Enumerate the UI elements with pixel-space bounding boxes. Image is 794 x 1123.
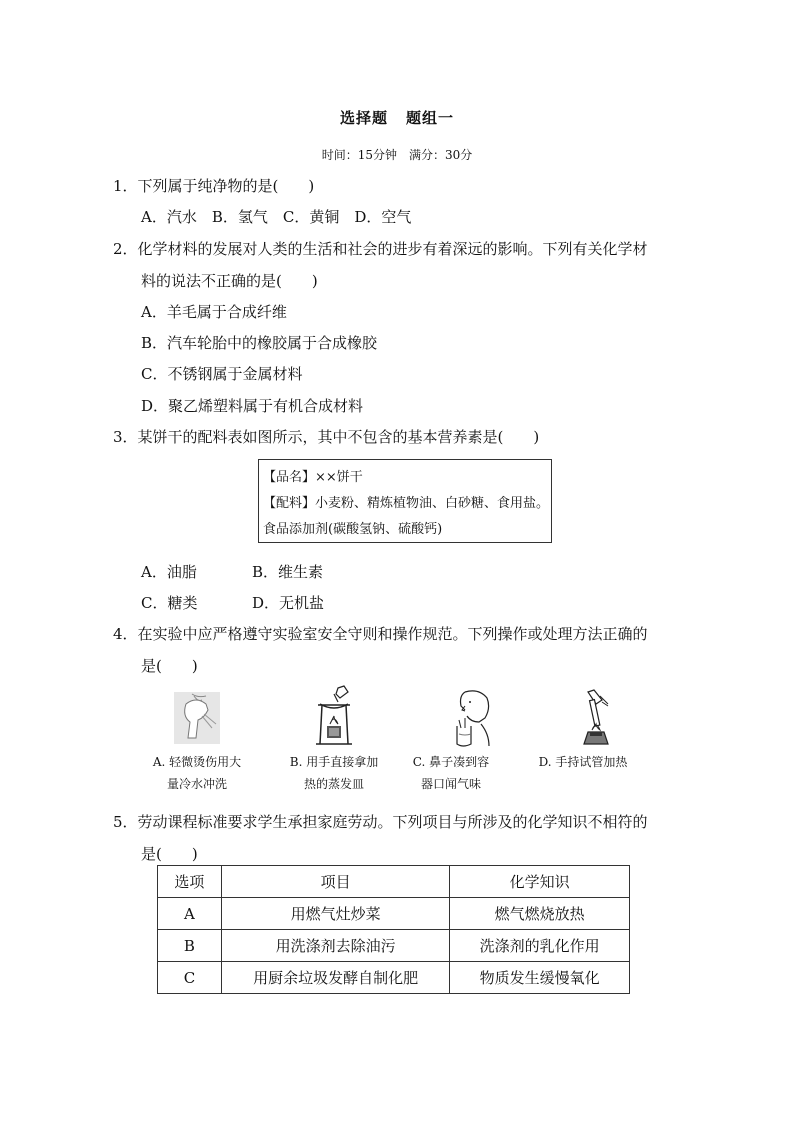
q1-stem: 1．下列属于纯净物的是( ) <box>113 177 315 195</box>
table-cell: 用洗涤剂去除油污 <box>221 930 449 962</box>
title-part2: 题组一 <box>406 109 455 127</box>
q4-caption-a-line2: 量冷水冲洗 <box>166 777 227 791</box>
q3-stem: 3．某饼干的配料表如图所示，其中不包含的基本营养素是( ) <box>113 428 540 446</box>
page-subtitle: 时间：15分钟 满分：30分 <box>321 148 473 162</box>
q4-caption-c-line1: C. 鼻子凑到容 <box>412 755 490 769</box>
q4-caption-d-line1: D. 手持试管加热 <box>538 755 628 769</box>
q4-caption-b-line1: B. 用手直接拿加 <box>289 755 379 769</box>
q4-caption-b-line2: 热的蒸发皿 <box>303 777 364 791</box>
q4-stem-line1: 4．在实验中应严格遵守实验室安全守则和操作规范。下列操作或处理方法正确的 <box>113 625 648 643</box>
table-cell: B <box>158 930 222 962</box>
table-row <box>158 930 630 962</box>
q2-option-a: A．羊毛属于合成纤维 <box>141 303 287 321</box>
burn-rinse-icon <box>172 690 222 746</box>
q4-caption-d <box>530 751 636 773</box>
q4-caption-a <box>146 751 248 795</box>
q3-option-c: C．糖类 <box>141 594 198 612</box>
table-row <box>158 962 630 994</box>
q4-caption-c <box>405 751 497 795</box>
q5-stem-line2: 是( ) <box>141 845 198 863</box>
ingredient-line-3: 食品添加剂(碳酸氢钠、硫酸钙) <box>263 522 443 537</box>
q2-option-c: C．不锈钢属于金属材料 <box>141 365 303 383</box>
test-tube-heating-icon <box>578 688 614 748</box>
table-row <box>158 898 630 930</box>
table-header-row <box>158 866 630 898</box>
q3-option-a: A．油脂 <box>141 563 197 581</box>
table-cell: 用燃气灶炒菜 <box>221 898 449 930</box>
table-header-cell: 选项 <box>158 866 222 898</box>
title-part1: 选择题 <box>339 109 388 127</box>
page-title <box>0 107 794 128</box>
q4-stem-line2: 是( ) <box>141 657 198 675</box>
q5-table <box>157 865 630 994</box>
table-cell: 物质发生缓慢氧化 <box>450 962 630 994</box>
table-cell: 燃气燃烧放热 <box>450 898 630 930</box>
evaporating-dish-icon <box>312 684 356 748</box>
q2-stem-line1: 2．化学材料的发展对人类的生活和社会的进步有着深远的影响。下列有关化学材 <box>113 240 648 258</box>
table-cell: 用厨余垃圾发酵自制化肥 <box>221 962 449 994</box>
q1-options: A．汽水 B．氢气 C．黄铜 D．空气 <box>141 208 412 226</box>
q2-option-d: D．聚乙烯塑料属于有机合成材料 <box>141 397 364 415</box>
q3-option-d: D．无机盐 <box>252 594 325 612</box>
q2-option-b: B．汽车轮胎中的橡胶属于合成橡胶 <box>141 334 378 352</box>
q4-caption-a-line1: A. 轻微烫伤用大 <box>152 755 242 769</box>
q2-stem-line2: 料的说法不正确的是( ) <box>141 272 318 290</box>
table-header-cell: 化学知识 <box>450 866 630 898</box>
ingredient-box <box>258 459 552 543</box>
table-cell: 洗涤剂的乳化作用 <box>450 930 630 962</box>
table-cell: A <box>158 898 222 930</box>
q4-caption-b <box>286 751 382 795</box>
q5-stem-line1: 5．劳动课程标准要求学生承担家庭劳动。下列项目与所涉及的化学知识不相符的 <box>113 813 648 831</box>
q3-option-b: B．维生素 <box>252 563 324 581</box>
table-cell: C <box>158 962 222 994</box>
ingredient-line-1: 【品名】××饼干 <box>263 470 363 485</box>
q4-caption-c-line2: 器口闻气味 <box>420 777 481 791</box>
smell-gas-icon <box>451 688 493 748</box>
table-header-cell: 项目 <box>221 866 449 898</box>
ingredient-line-2: 【配料】小麦粉、精炼植物油、白砂糖、食用盐。 <box>263 496 550 511</box>
